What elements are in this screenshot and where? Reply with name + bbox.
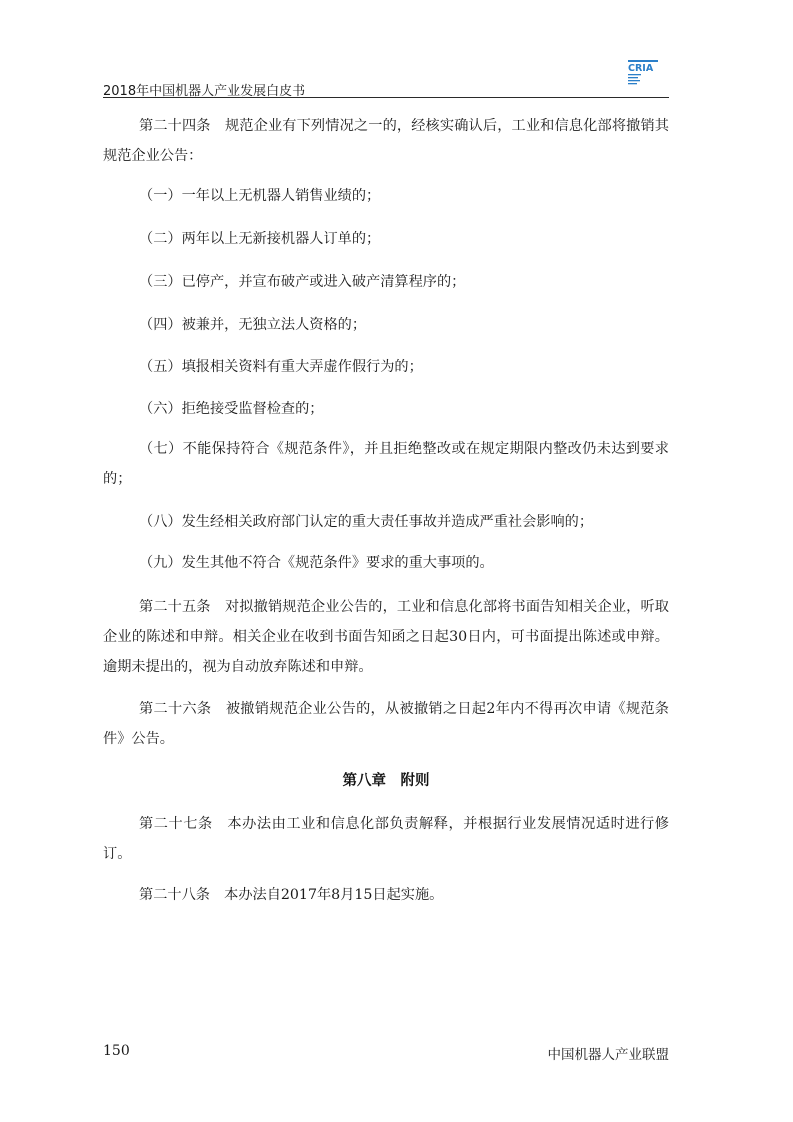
list-item-4: （四）被兼并，无独立法人资格的； <box>139 317 367 333</box>
article-26-paragraph: 第二十六条 被撤销规范企业公告的，从被撤销之日起2年内不得再次申请《规范条件》公告。 <box>103 701 669 747</box>
article-28-paragraph: 第二十八条 本办法自2017年8月15日起实施。 <box>139 887 444 903</box>
page-number: 150 <box>103 1043 130 1059</box>
list-item-1: （一）一年以上无机器人销售业绩的； <box>139 188 381 204</box>
header-title: 2018年中国机器人产业发展白皮书 <box>103 84 306 99</box>
list-item-5: （五）填报相关资料有重大弄虚作假行为的； <box>139 359 423 375</box>
article-25-paragraph: 第二十五条 对拟撤销规范企业公告的，工业和信息化部将书面告知相关企业，听取企业的陈述和申辩。相关企业在收到书面告知函之日起30日内，可书面提出陈述或申辩。逾期未提出的，视为自动放弃陈述和申辩。 <box>103 599 669 675</box>
list-item-6: （六）拒绝接受监督检查的； <box>139 401 324 417</box>
list-item-7: （七）不能保持符合《规范条件》，并且拒绝整改或在规定期限内整改仍未达到要求的； <box>103 441 669 487</box>
article-24-paragraph: 第二十四条 规范企业有下列情况之一的，经核实确认后，工业和信息化部将撤销其规范企业公告： <box>103 118 669 164</box>
chapter-title: 第八章 附则 <box>342 773 430 789</box>
list-item-2: （二）两年以上无新接机器人订单的； <box>139 231 381 247</box>
article-27-paragraph: 第二十七条 本办法由工业和信息化部负责解释，并根据行业发展情况适时进行修订。 <box>103 816 669 862</box>
list-item-9: （九）发生其他不符合《规范条件》要求的重大事项的。 <box>139 555 494 571</box>
cria-logo-icon <box>627 58 659 88</box>
footer-organization: 中国机器人产业联盟 <box>547 1047 669 1063</box>
list-item-8: （八）发生经相关政府部门认定的重大责任事故并造成严重社会影响的； <box>139 514 594 530</box>
logo-text: CRIA <box>628 63 654 74</box>
list-item-3: （三）已停产，并宣布破产或进入破产清算程序的； <box>139 274 466 290</box>
header-divider <box>103 97 669 98</box>
